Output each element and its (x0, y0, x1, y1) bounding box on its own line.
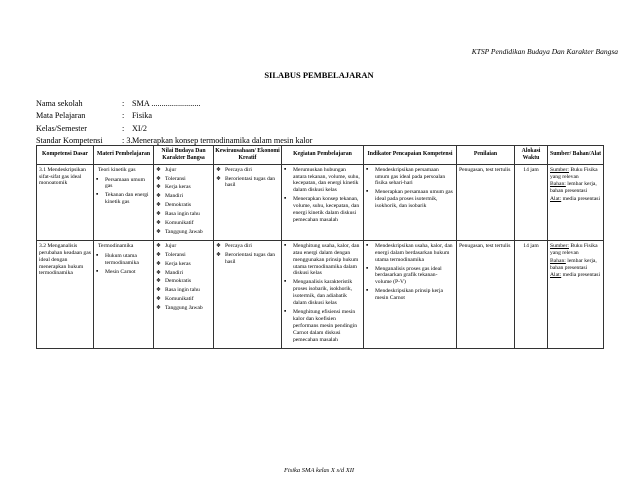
materi-item: ▪ Hukum utama termodinamika (96, 253, 151, 267)
kegiatan-item: ▪ Menganalisis karakteristik proses isobarik, isokhorik, isotermik, dan adiabatik dalam diskusi kelas (284, 279, 361, 307)
kompetensi-dasar-cell: 3.2 Menganalisis perubahan keadaan gas ideal dengan menerapkan hukum termodinamika (37, 240, 94, 348)
table-row (37, 240, 604, 348)
nilai-cell (154, 164, 214, 240)
kegiatan-list (284, 243, 361, 344)
sumber-value: lembar kerja, bahan presentasi (550, 257, 597, 271)
nilai-item: ❖ Komunikatif (156, 296, 211, 303)
meta-separator: : 3. (122, 135, 133, 145)
sumber-key: Sumber: (550, 166, 569, 173)
sumber-key: Alat: (550, 196, 562, 203)
document-meta (36, 98, 312, 147)
kegiatan-list (284, 167, 361, 224)
indikator-item: ▪ Menerapkan persamaan umum gas ideal pada proses isotermik, isokhorik, dan isobarik (366, 189, 454, 210)
meta-separator: : (122, 111, 125, 121)
sumber-key: Bahan: (550, 257, 566, 264)
page-footer: Fisika SMA kelas X s/d XII (283, 467, 355, 474)
materi-cell (94, 240, 154, 348)
sumber-value: media presentasi (562, 196, 601, 203)
kewirausahaan-cell (214, 164, 282, 240)
nilai-item: ❖ Kerja keras (156, 261, 211, 268)
indikator-cell (364, 240, 457, 348)
nilai-list (156, 243, 211, 312)
column-header: Kewirausahaan/ Ekonomi Kreatif (214, 146, 282, 165)
sumber-entry (550, 196, 601, 203)
meta-separator: : (122, 123, 125, 133)
penilaian-cell: Penugasan, test tertulis (457, 164, 515, 240)
alokasi-cell: 14 jam (515, 164, 548, 240)
sumber-entry (550, 181, 601, 195)
kewirausahaan-list (216, 243, 279, 266)
kewirausahaan-list (216, 167, 279, 190)
column-header: Indikator Pencapaian Kompetensi (364, 146, 457, 165)
kewirausahaan-cell (214, 240, 282, 348)
sumber-key: Sumber: (550, 242, 569, 249)
meta-row (36, 98, 312, 110)
kegiatan-item: ▪ Menghitung efisiensi mesin kalor dan koefisien performans mesin pendingin Carnot dalam diskusi pemecahan masalah (284, 309, 361, 344)
sumber-entry (550, 243, 601, 257)
kewirausahaan-item: ❖ Berorientasi tugas dan hasil (216, 252, 279, 266)
kegiatan-item: ▪ Merumuskan hubungan antara tekanan, volume, suhu, kecepatan, dan energi kinetik dalam diskusi kelas (284, 167, 361, 195)
sumber-key: Alat: (550, 272, 562, 279)
indikator-cell (364, 164, 457, 240)
sumber-value: lembar kerja, bahan presentasi (550, 181, 597, 195)
sumber-entry (550, 272, 601, 279)
header-right-text: KTSP Pendidikan Budaya Dan Karakter Bangsa (471, 47, 618, 56)
table-row (37, 164, 604, 240)
materi-item: ▪ Mesin Carnot (96, 269, 151, 276)
materi-list (96, 253, 151, 276)
nilai-item: ❖ Jujur (156, 167, 211, 174)
sumber-value: media presentasi (562, 272, 601, 279)
nilai-item: ❖ Komunikatif (156, 220, 211, 227)
kegiatan-cell (282, 240, 364, 348)
materi-heading: Teori kinetik gas (98, 166, 136, 173)
nilai-item: ❖ Demokratis (156, 202, 211, 209)
materi-item: ▪ Tekanan dan energi kinetik gas (96, 192, 151, 206)
meta-value: XI/2 (132, 123, 148, 133)
meta-label: Kelas/Semester (36, 123, 87, 133)
nilai-list (156, 167, 211, 236)
meta-label: Mata Pelajaran (36, 111, 86, 121)
nilai-item: ❖ Mandiri (156, 193, 211, 200)
materi-list (96, 177, 151, 207)
indikator-list (366, 167, 454, 210)
nilai-item: ❖ Toleransi (156, 176, 211, 183)
nilai-item: ❖ Rasa ingin tahu (156, 287, 211, 294)
meta-row (36, 123, 312, 135)
column-header: Kegiatan Pembelajaran (282, 146, 364, 165)
sumber-value: Buku Fisika yang relevan (550, 166, 598, 180)
syllabus-table (36, 145, 604, 349)
meta-value: SMA ........................ (132, 99, 201, 108)
meta-row (36, 110, 312, 122)
nilai-item: ❖ Mandiri (156, 270, 211, 277)
meta-label: Nama sekolah (36, 99, 83, 108)
nilai-item: ❖ Tanggung Jawab (156, 229, 211, 236)
indikator-item: ▪ Menganalisis proses gas ideal berdasarkan grafik tekanan-volume (P-V) (366, 266, 454, 287)
nilai-item: ❖ Rasa ingin tahu (156, 211, 211, 218)
nilai-item: ❖ Demokratis (156, 278, 211, 285)
alokasi-cell: 14 jam (515, 240, 548, 348)
kompetensi-dasar-cell: 3.1 Mendeskripsikan sifat-sifat gas ideal monoatomik (37, 164, 94, 240)
meta-value: Fisika (132, 111, 153, 121)
indikator-item: ▪ Mendeskripsikan persamaan umum gas ideal pada persoalan fisika sehari-hari (366, 167, 454, 188)
kewirausahaan-item: ❖ Berorientasi tugas dan hasil (216, 176, 279, 190)
nilai-item: ❖ Toleransi (156, 252, 211, 259)
nilai-item: ❖ Jujur (156, 243, 211, 250)
nilai-cell (154, 240, 214, 348)
kegiatan-item: ▪ Menghitung usaha, kalor, dan atau energi dalam dengan menggunakan prinsip hukum utama termodinamika dalam diskusi kelas (284, 243, 361, 278)
sumber-cell (548, 164, 604, 240)
indikator-list (366, 243, 454, 302)
indikator-item: ▪ Mendeskripsikan prinsip kerja mesin Carnot (366, 288, 454, 302)
column-header: Penilaian (457, 146, 515, 165)
sumber-entry (550, 258, 601, 272)
sumber-key: Bahan: (550, 181, 566, 188)
meta-label: Standar Kompetensi (36, 135, 103, 145)
indikator-item: ▪ Mendeskripsikan usaha, kalor, dan energi dalam berdasarkan hukum utama termodinamika (366, 243, 454, 264)
meta-separator: : (122, 99, 125, 108)
sumber-cell (548, 240, 604, 348)
column-header: Nilai Budaya Dan Karakter Bangsa (154, 146, 214, 165)
column-header: Materi Pembelajaran (94, 146, 154, 165)
sumber-value: Buku Fisika yang relevan (550, 242, 598, 256)
kegiatan-cell (282, 164, 364, 240)
column-header: Alokasi Waktu (515, 146, 548, 165)
nilai-item: ❖ Tanggung Jawab (156, 305, 211, 312)
materi-item: ▪ Persamaan umum gas (96, 177, 151, 191)
column-header: Kompetensi Dasar (37, 146, 94, 165)
kewirausahaan-item: ❖ Percaya diri (216, 167, 279, 174)
table-header-row (37, 146, 604, 165)
penilaian-cell: Penugasan, test tertulis (457, 240, 515, 348)
meta-value: Menerapkan konsep termodinamika dalam mesin kalor (132, 135, 313, 145)
page-title: SILABUS PEMBELAJARAN (264, 70, 374, 80)
nilai-item: ❖ Kerja keras (156, 184, 211, 191)
kegiatan-item: ▪ Menerapkan konsep tekanan, volume, suhu, kecepatan, dan energi kinetik dalam diskusi pemecahan masalah (284, 196, 361, 224)
kewirausahaan-item: ❖ Percaya diri (216, 243, 279, 250)
column-header: Sumber/ Bahan/Alat (548, 146, 604, 165)
materi-cell (94, 164, 154, 240)
materi-heading: Termodinamika (98, 242, 134, 249)
sumber-entry (550, 167, 601, 181)
